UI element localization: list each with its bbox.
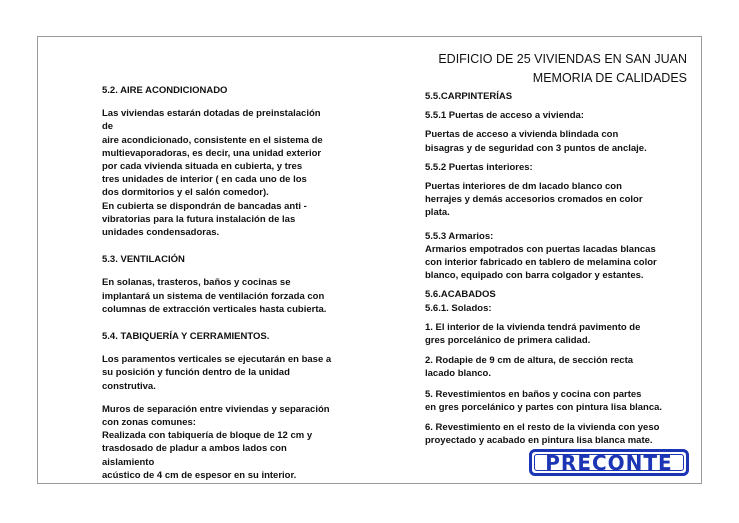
subsection-body-puertas-acceso xyxy=(425,128,665,154)
text-line: Las viviendas estarán dotadas de preinstalación de xyxy=(102,108,321,133)
text-line: en gres porcelánico y partes con pintura lisa blanca. xyxy=(425,401,663,413)
text-line: Armarios empotrados con puertas lacadas blancas xyxy=(425,243,656,255)
text-line: vibratorias para la futura instalación de las xyxy=(102,213,296,225)
text-line: construtiva. xyxy=(102,380,156,392)
section-title-acabados: 5.6.ACABADOS xyxy=(425,289,496,301)
text-line: blanco, equipado con barra colgador y estantes. xyxy=(425,270,644,282)
section-title-aire: 5.2. AIRE ACONDICIONADO xyxy=(102,85,228,96)
text-line: Puertas interiores de dm lacado blanco con xyxy=(425,181,622,193)
text-line: Puertas de acceso a vivienda blindada con xyxy=(425,129,619,141)
subsection-title-puertas-interiores: 5.5.2 Puertas interiores: xyxy=(425,161,533,173)
subsection-title-solados: 5.6.1. Solados: xyxy=(425,302,492,314)
text-line: columnas de extracción verticales hasta cubierta. xyxy=(102,303,327,315)
text-line: trasdosado de pladur a ambos lados con aislamiento xyxy=(102,443,287,468)
text-line: herrajes y demás accesorios cromados en color xyxy=(425,194,643,206)
subsection-body-puertas-interiores xyxy=(425,180,665,220)
acabados-item xyxy=(425,354,665,380)
text-line: lacado blanco. xyxy=(425,368,491,380)
text-line: con interior fabricado en tablero de melamina color xyxy=(425,257,657,269)
text-line: acústico de 4 cm de espesor en su interior. xyxy=(102,469,297,481)
section-title-tabiqueria: 5.4. TABIQUERÍA Y CERRAMIENTOS. xyxy=(102,331,270,343)
text-line: Muros de separación entre viviendas y separación xyxy=(102,403,330,415)
document-title: EDIFICIO DE 25 VIVIENDAS EN SAN JUAN xyxy=(438,52,687,66)
acabados-item xyxy=(425,421,665,447)
right-column xyxy=(425,90,665,447)
left-column xyxy=(102,84,334,482)
text-line: 2. Rodapie de 9 cm de altura, de sección recta xyxy=(425,355,634,367)
text-line: su posición y función dentro de la unidad xyxy=(102,367,290,379)
text-line: 5. Revestimientos en baños y cocina con partes xyxy=(425,388,642,400)
logo-text: PRECONTE xyxy=(545,450,673,475)
section-body-tabiqueria-b xyxy=(102,403,334,482)
text-line: tres unidades de interior ( en cada uno de los xyxy=(102,174,307,186)
text-line: 1. El interior de la vivienda tendrá pavimento de xyxy=(425,321,641,333)
acabados-items xyxy=(425,321,665,448)
section-body-tabiqueria-a xyxy=(102,353,334,393)
acabados-item xyxy=(425,388,665,414)
text-line: multievaporadoras, es decir, una unidad exterior xyxy=(102,147,322,159)
section-title-carpinterias: 5.5.CARPINTERÍAS xyxy=(425,91,513,102)
text-line: implantará un sistema de ventilación forzada con xyxy=(102,290,325,302)
text-line: proyectado y acabado en pintura lisa blanca mate. xyxy=(425,435,653,447)
text-line: dos dormitorios y el salón comedor). xyxy=(102,187,269,199)
text-line: bisagras y de seguridad con 3 puntos de anclaje. xyxy=(425,142,647,154)
text-line: gres porcelánico de primera calidad. xyxy=(425,335,591,347)
acabados-item xyxy=(425,321,665,347)
text-line: Realizada con tabiquería de bloque de 12 cm y xyxy=(102,430,313,442)
section-title-ventilacion: 5.3. VENTILACIÓN xyxy=(102,254,185,266)
text-line: 6. Revestimiento en el resto de la vivienda con yeso xyxy=(425,422,660,434)
text-line: aire acondicionado, consistente en el sistema de xyxy=(102,134,323,146)
text-line: En cubierta se dispondrán de bancadas anti - xyxy=(102,200,307,212)
subsection-title-puertas-acceso: 5.5.1 Puertas de acceso a vivienda: xyxy=(425,110,584,122)
text-line: con zonas comunes: xyxy=(102,417,196,429)
text-line: En solanas, trasteros, baños y cocinas se xyxy=(102,277,291,289)
text-line: por cada vivienda situada en cubierta, y tres xyxy=(102,161,303,173)
subsection-title-armarios: 5.5.3 Armarios: xyxy=(425,230,494,242)
subsection-body-armarios xyxy=(425,243,665,283)
document-subtitle: MEMORIA DE CALIDADES xyxy=(532,71,687,85)
text-line: Los paramentos verticales se ejecutarán en base a xyxy=(102,354,332,366)
preconte-logo xyxy=(529,449,689,476)
text-line: plata. xyxy=(425,207,450,219)
section-body-aire xyxy=(102,107,334,239)
text-line: unidades condensadoras. xyxy=(102,227,220,239)
section-body-ventilacion xyxy=(102,276,334,316)
